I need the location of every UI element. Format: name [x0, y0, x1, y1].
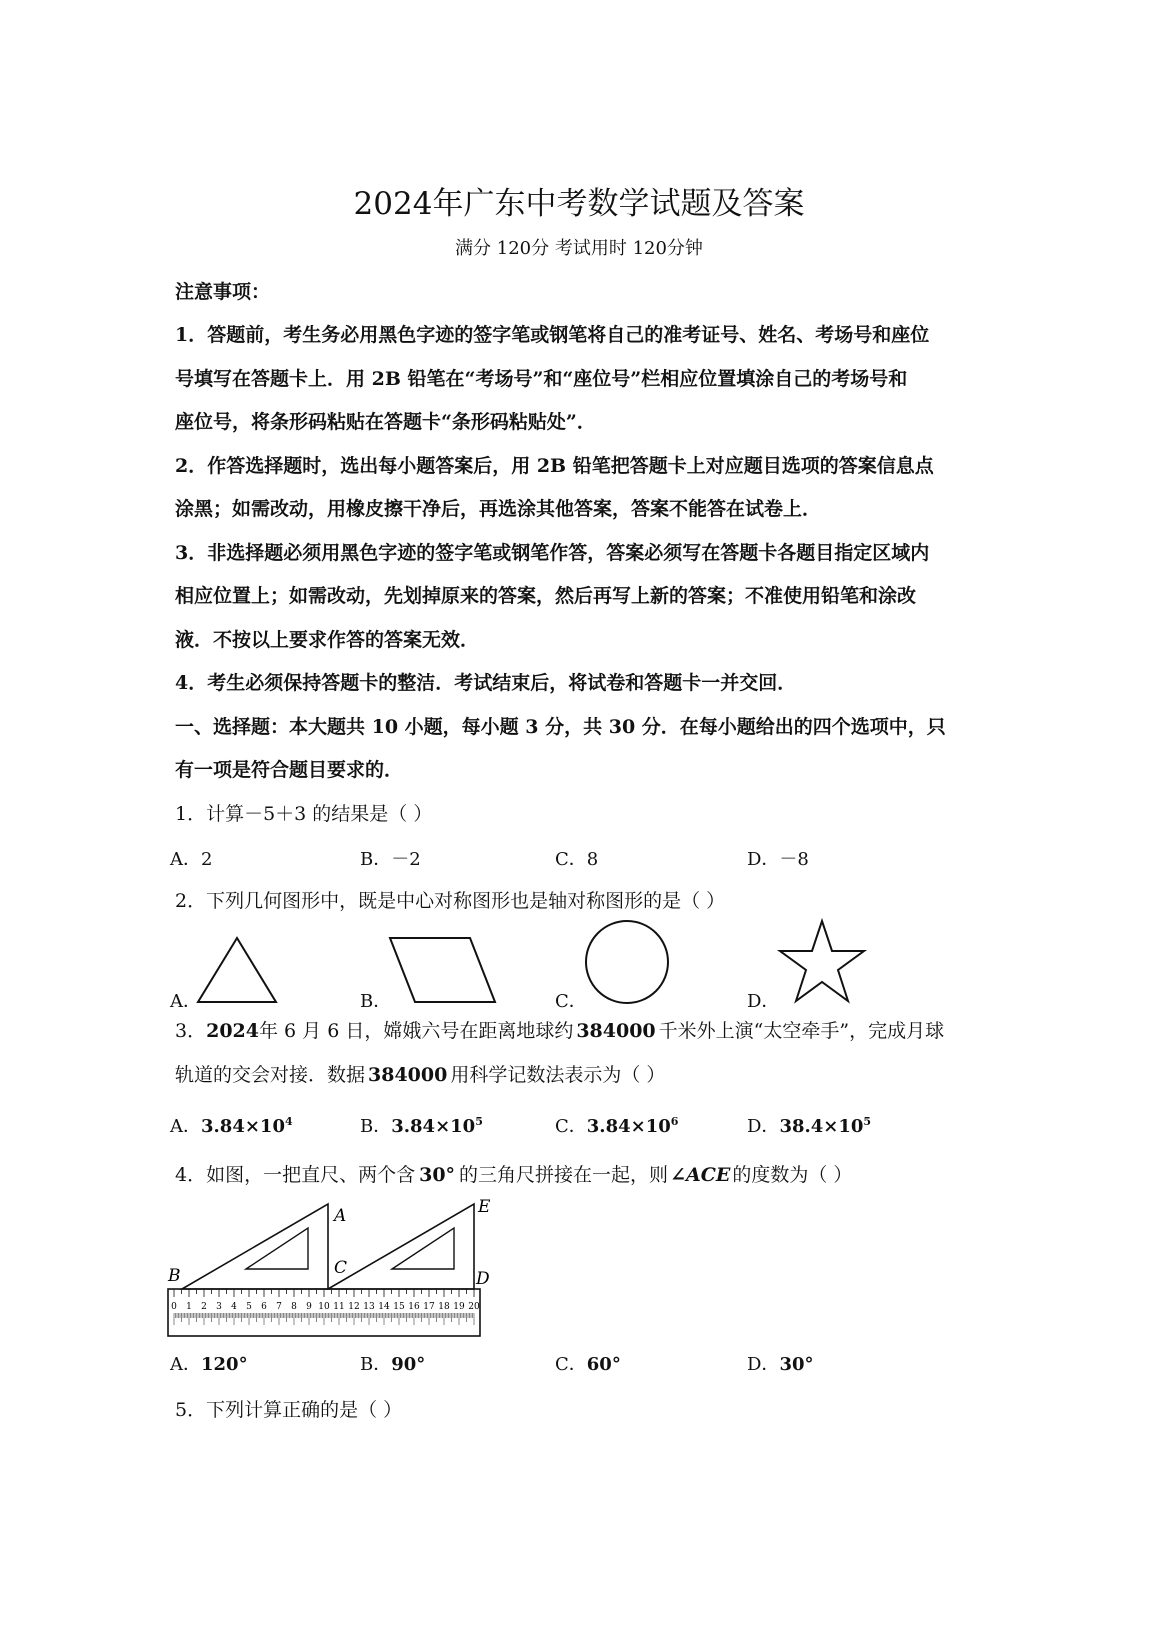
- ruler-tick-label: 7: [276, 1302, 282, 1312]
- ruler-tick-label: 12: [348, 1302, 360, 1312]
- question-4-stem: 4．如图，一把直尺、两个含 30° 的三角尺拼接在一起，则 ∠ACE 的度数为（ ）: [175, 1164, 853, 1186]
- q4-option-b: B．90°: [360, 1354, 426, 1375]
- q3-option-b: B．$3.84\times 10^5$: [360, 1115, 483, 1137]
- star-shape: [775, 915, 870, 1010]
- q3-number: 384000: [368, 1064, 448, 1086]
- notice-line: 座位号，将条形码粘贴在答题卡“条形码粘贴处”．: [175, 411, 596, 433]
- q3-option-c: C．$3.84\times 10^6$: [555, 1115, 679, 1137]
- exam-info: 满分 120分 考试用时 120分钟: [455, 238, 703, 259]
- question-3-stem: [175, 1016, 944, 1043]
- ruler-tick-label: 13: [363, 1302, 375, 1312]
- q3-text: 千米外上演“太空牵手”，完成月球: [658, 1020, 945, 1042]
- q4-option-a: A．120°: [170, 1354, 248, 1375]
- ruler-tick-label: 3: [216, 1302, 222, 1312]
- q3-year: 2024: [206, 1020, 259, 1042]
- q4-option-c: C．60°: [555, 1354, 621, 1375]
- ruler-tick-label: 1: [186, 1302, 192, 1312]
- ruler-tick-label: 17: [423, 1302, 435, 1312]
- q4-angle-ace: ∠ACE: [670, 1164, 731, 1186]
- ruler-tick-label: 9: [306, 1302, 312, 1312]
- point-label-e: E: [478, 1197, 491, 1217]
- q1-option-c: C．8: [555, 849, 599, 870]
- q3-text: 年 6 月 6 日，嫦娥六号在距离地球约: [258, 1020, 574, 1042]
- notice-line: 液．不按以上要求作答的答案无效．: [175, 629, 480, 651]
- point-label-b: B: [168, 1266, 181, 1286]
- q3-text: 用科学记数法表示为（ ）: [450, 1064, 666, 1086]
- ruler-ticks: [171, 1289, 480, 1325]
- point-label-d: D: [476, 1269, 490, 1289]
- q3-option-a: A．$3.84\times 10^4$: [170, 1115, 293, 1137]
- section-heading-cont: 有一项是符合题目要求的．: [175, 759, 404, 781]
- page-title: 2024年广东中考数学试题及答案: [353, 186, 805, 222]
- question-2-stem: 2．下列几何图形中，既是中心对称图形也是轴对称图形的是（ ）: [175, 890, 726, 912]
- point-label-c: C: [334, 1258, 348, 1278]
- ruler-tick-label: 20: [468, 1302, 480, 1312]
- question-1-stem: 1．计算－5＋3 的结果是（ ）: [175, 803, 433, 825]
- ruler-triangles-figure: [160, 1192, 500, 1342]
- q3-text: 轨道的交会对接．数据: [175, 1064, 366, 1086]
- parallelogram-shape: [385, 930, 500, 1010]
- q3-option-d: D．$38.4\times 10^5$: [747, 1115, 872, 1137]
- ruler-tick-label: 6: [261, 1302, 267, 1312]
- question-5-stem: 5．下列计算正确的是（ ）: [175, 1399, 403, 1421]
- q4-angle: 30°: [419, 1164, 456, 1186]
- ruler-tick-label: 15: [393, 1302, 405, 1312]
- ruler-tick-label: 10: [318, 1302, 330, 1312]
- ruler-tick-label: 8: [291, 1302, 297, 1312]
- notice-heading: 注意事项：: [175, 281, 271, 303]
- section-heading: 一、选择题：本大题共 10 小题，每小题 3 分，共 30 分．在每小题给出的四个选项中，只: [175, 716, 946, 738]
- triangle-ruler-1: [182, 1204, 328, 1289]
- point-label-a: A: [334, 1206, 347, 1226]
- ruler-tick-label: 14: [378, 1302, 390, 1312]
- ruler-tick-label: 2: [201, 1302, 207, 1312]
- notice-line: 2．作答选择题时，选出每小题答案后，用 2B 铅笔把答题卡上对应题目选项的答案信息点: [175, 455, 934, 477]
- ruler-tick-label: 19: [453, 1302, 465, 1312]
- q3-number: 384000: [576, 1020, 656, 1042]
- ruler-tick-label: 4: [231, 1302, 237, 1312]
- ruler-tick-label: 5: [246, 1302, 252, 1312]
- ruler-tick-label: 16: [408, 1302, 420, 1312]
- notice-line: 3．非选择题必须用黑色字迹的签字笔或钢笔作答，答案必须写在答题卡各题目指定区域内: [175, 542, 930, 564]
- q4-option-d: D．30°: [747, 1354, 814, 1375]
- notice-line: 4．考生必须保持答题卡的整洁．考试结束后，将试卷和答题卡一并交回．: [175, 672, 797, 694]
- ruler-tick-label: 11: [333, 1302, 345, 1312]
- question-3-stem-cont: [175, 1060, 665, 1087]
- notice-line: 涂黑；如需改动，用橡皮擦干净后，再选涂其他答案，答案不能答在试卷上．: [175, 498, 822, 520]
- notice-line: 相应位置上；如需改动，先划掉原来的答案，然后再写上新的答案；不准使用铅笔和涂改: [175, 585, 917, 607]
- q1-option-d: D．－8: [747, 849, 809, 870]
- ruler-tick-label: 0: [171, 1302, 177, 1312]
- q1-option-a: A．2: [170, 849, 213, 870]
- triangle-shape: [190, 930, 285, 1010]
- notice-line: 1．答题前，考生务必用黑色字迹的签字笔或钢笔将自己的准考证号、姓名、考场号和座位: [175, 324, 930, 346]
- triangle-ruler-2: [328, 1204, 474, 1289]
- q1-option-b: B．－2: [360, 849, 421, 870]
- circle-shape: [580, 915, 675, 1010]
- notice-line: 号填写在答题卡上．用 2B 铅笔在“考场号”和“座位号”栏相应位置填涂自己的考场号和: [175, 368, 908, 390]
- q3-prefix: 3．: [175, 1020, 207, 1042]
- q2-label-c: C．: [555, 991, 587, 1012]
- q2-label-a: A．: [170, 991, 201, 1012]
- q2-label-d: D．: [747, 991, 780, 1012]
- ruler-tick-label: 18: [438, 1302, 450, 1312]
- q2-label-b: B．: [360, 991, 392, 1012]
